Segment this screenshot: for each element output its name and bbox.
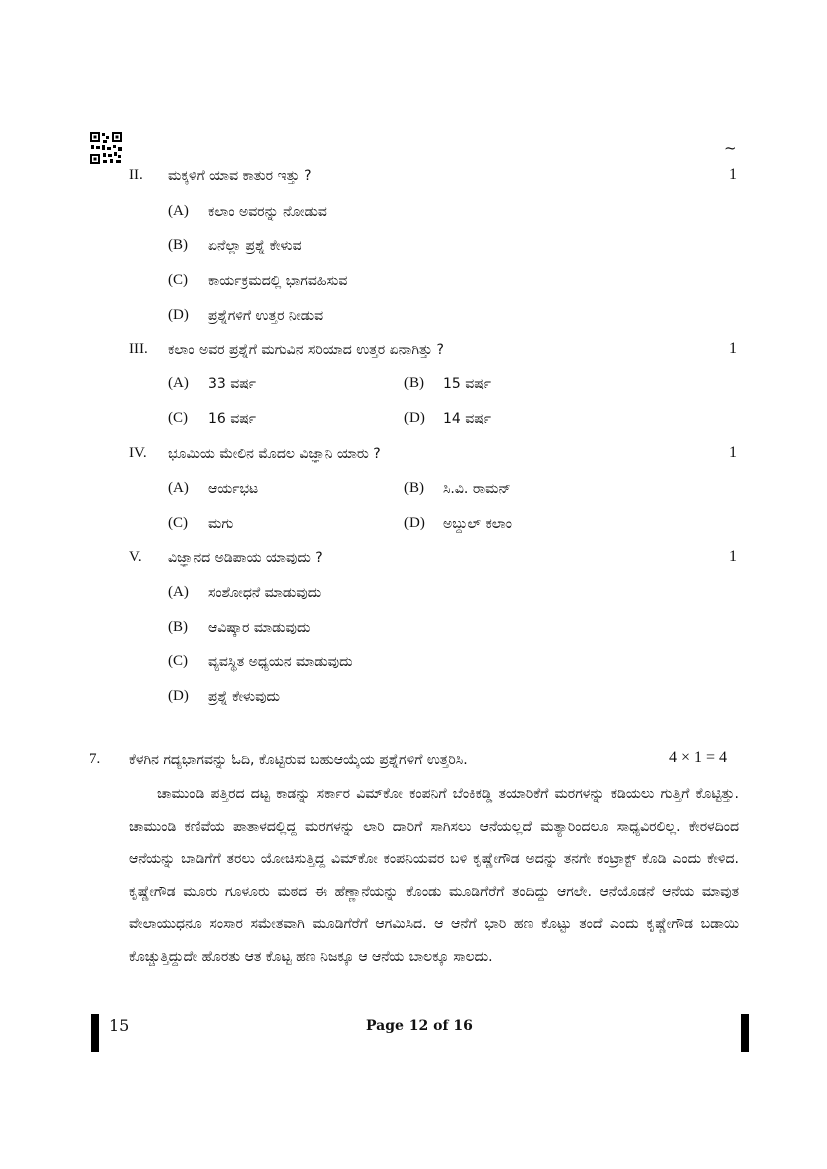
option-label: (B) [168,237,188,253]
question-marks: 4 × 1 = 4 [669,749,728,766]
question-marks: 1 [729,166,737,183]
option-text: 16 ವರ್ಷ [208,411,257,427]
reading-passage: ಚಾಮುಂಡಿ ಪತ್ತಿರದ ದಟ್ಟ ಕಾಡನ್ನು ಸರ್ಕಾರ ವಿಮ್‌ಕೋ ಕಂಪನಿಗೆ ಬೆಂಕಿಕಡ್ಡಿ ತಯಾರಿಕೆಗೆ ಮರಗಳನ್ನು ಕಡಿಯಲು ಗುತ್ತಿಗೆ ಕೊಟ್ಟಿತ್ತು. ಚಾಮುಂಡಿ ಕಣಿವೆಯ ಪಾತಾಳದಲ್ಲಿದ್ದ ಮರಗಳನ್ನು ಲಾರಿ ದಾರಿಗೆ ಸಾಗಿಸಲು ಆನೆಯಲ್ಲದೆ ಮತ್ಯಾರಿಂದಲೂ ಸಾಧ್ಯವಿರಲಿಲ್ಲ. ಕೇರಳದಿಂದ ಆನೆಯನ್ನು ಬಾಡಿಗೆಗೆ ತರಲು ಯೋಚಿಸುತ್ತಿದ್ದ ವಿಮ್‌ಕೋ ಕಂಪನಿಯವರ ಬಳಿ ಕೃಷ್ಣೇಗೌಡ ಅದನ್ನು ತನಗೇ ಕಂಟ್ರಾಕ್ಟ್ ಕೊಡಿ ಎಂದು ಕೇಳಿದ. ಕೃಷ್ಣೇಗೌಡ ಮೂರು ಗೂಳೂರು ಮಠದ ಈ ಹೆಣ್ಣಾನೆಯನ್ನು ಕೊಂಡು ಮೂಡಿಗೆರೆಗೆ ತಂದಿದ್ದು ಆಗಲೇ. ಆನೆಯೊಡನೆ ಆನೆಯ ಮಾವುತ ವೇಲಾಯುಧನೂ ಸಂಸಾರ ಸಮೇತವಾಗಿ ಮೂಡಿಗೆರೆಗೆ ಆಗಮಿಸಿದ. ಆ ಆನೆಗೆ ಭಾರಿ ಹಣ ಕೊಟ್ಟು ತಂದೆ ಎಂದು ಕೃಷ್ಣೇಗೌಡ ಬಡಾಯಿ ಕೊಚ್ಚುತ್ತಿದ್ದುದೇ ಹೊರತು ಆತ ಕೊಟ್ಟ ಹಣ ನಿಜಕ್ಕೂ ಆ ಆನೆಯ ಬಾಲಕ್ಕೂ ಸಾಲದು. [129,786,739,965]
option-label: (A) [168,375,189,391]
option-text: ಆವಿಷ್ಕಾರ ಮಾಡುವುದು [208,620,311,636]
option-label: (C) [168,653,188,669]
option-label: (D) [404,515,425,531]
question-number: IV. [129,445,147,461]
option-label: (D) [168,688,189,704]
option-text: ಮಗು [208,516,234,532]
option-label: (B) [404,375,424,391]
option-text: ಏನೆಲ್ಲಾ ಪ್ರಶ್ನೆ ಕೇಳುವ [208,238,302,254]
header-tilde: ~ [724,139,737,157]
question-text: ಭೂಮಿಯ ಮೇಲಿನ ಮೊದಲ ವಿಜ್ಞಾನಿ ಯಾರು ? [168,446,381,462]
question-number: II. [129,167,143,183]
option-text: ಅಬ್ದುಲ್ ಕಲಾಂ [443,516,513,532]
option-label: (A) [168,584,189,600]
qr-code [89,131,123,165]
option-text: 14 ವರ್ಷ [443,411,492,427]
question-text: ಮಕ್ಕಳಿಗೆ ಯಾವ ಕಾತುರ ಇತ್ತು ? [168,168,312,184]
footer-bar-left [91,1014,99,1052]
question-number: V. [129,549,142,565]
option-text: ಕಾರ್ಯಕ್ರಮದಲ್ಲಿ ಭಾಗವಹಿಸುವ [208,273,348,289]
option-text: ಪ್ರಶ್ನೆ ಕೇಳುವುದು [208,689,281,705]
question-text: ಕಲಾಂ ಅವರ ಪ್ರಶ್ನೆಗೆ ಮಗುವಿನ ಸರಿಯಾದ ಉತ್ತರ ಏನಾಗಿತ್ತು ? [168,342,444,358]
option-label: (C) [168,272,188,288]
question-number: III. [129,341,148,357]
option-text: ವ್ಯವಸ್ಥಿತ ಅಧ್ಯಯನ ಮಾಡುವುದು [208,654,353,670]
option-label: (B) [404,480,424,496]
question-marks: 1 [729,548,737,565]
option-text: ಪ್ರಶ್ನೆಗಳಿಗೆ ಉತ್ತರ ನೀಡುವ [208,308,324,324]
option-label: (D) [404,410,425,426]
footer-bar-right [741,1014,749,1052]
option-label: (C) [168,515,188,531]
page-number: Page 12 of 16 [366,1018,473,1034]
option-label: (B) [168,619,188,635]
option-text: ಆರ್ಯಭಟ [208,481,259,497]
question-marks: 1 [729,444,737,461]
option-text: ಕಲಾಂ ಅವರನ್ನು ನೋಡುವ [208,204,327,220]
option-label: (A) [168,203,189,219]
option-label: (C) [168,410,188,426]
option-label: (D) [168,307,189,323]
question-text: ವಿಜ್ಞಾನದ ಅಡಿಪಾಯ ಯಾವುದು ? [168,550,323,566]
footer-code: 15 [109,1016,130,1035]
option-text: 15 ವರ್ಷ [443,376,492,392]
option-label: (A) [168,480,189,496]
option-text: 33 ವರ್ಷ [208,376,257,392]
option-text: ಸಂಶೋಧನೆ ಮಾಡುವುದು [208,585,322,601]
question-instruction: ಕೆಳಗಿನ ಗದ್ಯಭಾಗವನ್ನು ಓದಿ, ಕೊಟ್ಟಿರುವ ಬಹುಆಯ್ಕೆಯ ಪ್ರಶ್ನೆಗಳಿಗೆ ಉತ್ತರಿಸಿ. [129,752,468,768]
question-number: 7. [89,751,101,767]
question-marks: 1 [729,340,737,357]
option-text: ಸಿ.ವಿ. ರಾಮನ್ [443,481,511,497]
